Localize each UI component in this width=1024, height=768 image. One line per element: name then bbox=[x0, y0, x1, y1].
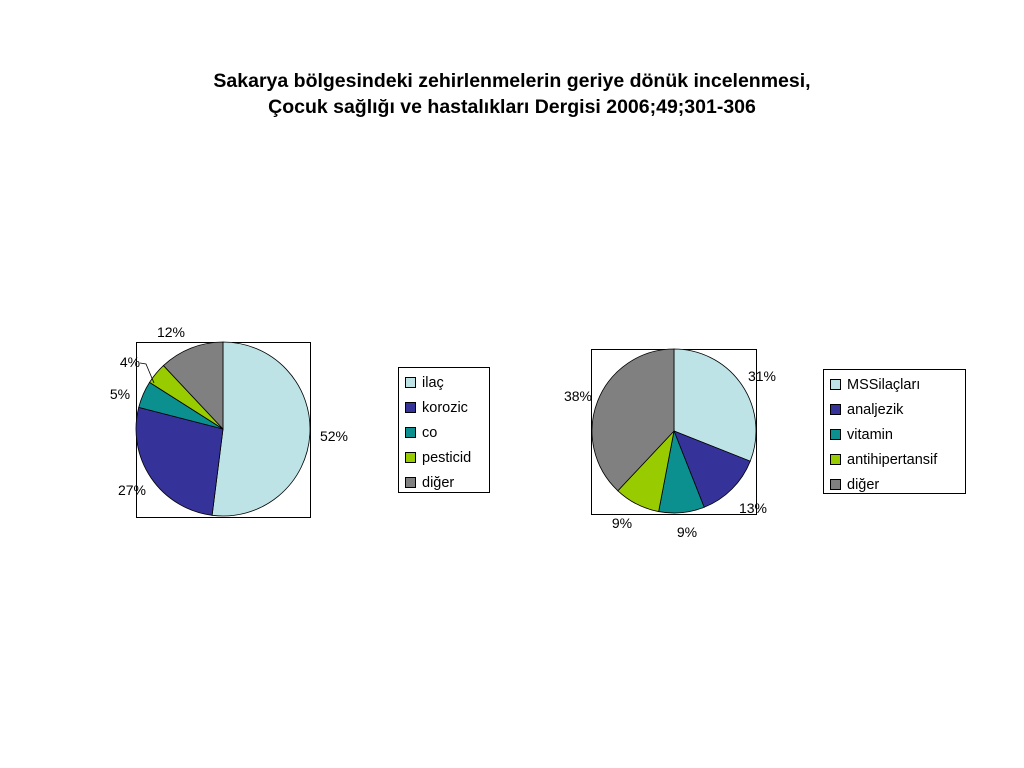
legend-1-label-3: co bbox=[422, 424, 438, 441]
pie-2-data-label-2: 13% bbox=[738, 500, 768, 516]
pie-2-data-label-5: 38% bbox=[563, 388, 593, 404]
legend-1-label-4: pesticid bbox=[422, 449, 472, 466]
legend-2-item-1 bbox=[830, 372, 957, 397]
legend-1-label-5: diğer bbox=[422, 474, 455, 491]
pie-1-data-label-4: 4% bbox=[119, 354, 141, 370]
legend-2-swatch-1 bbox=[830, 379, 841, 390]
legend-2-label-5: diğer bbox=[847, 476, 880, 493]
legend-2-swatch-5 bbox=[830, 479, 841, 490]
pie-1-data-label-5: 12% bbox=[156, 324, 186, 340]
legend-2-swatch-2 bbox=[830, 404, 841, 415]
pie-1-data-label-3: 5% bbox=[109, 386, 131, 402]
legend-2-item-4 bbox=[830, 447, 957, 472]
pie-2-data-label-4: 9% bbox=[611, 515, 633, 531]
legend-1-label-2: korozic bbox=[422, 399, 468, 416]
legend-1-label-1: ilaç bbox=[422, 374, 444, 391]
legend-2-label-2: analjezik bbox=[847, 401, 904, 418]
pie-1-data-label-1: 52% bbox=[319, 428, 349, 444]
pie-1-data-label-2: 27% bbox=[117, 482, 147, 498]
pie-2-data-label-3: 9% bbox=[676, 524, 698, 540]
legend-2-swatch-3 bbox=[830, 429, 841, 440]
legend-2-swatch-4 bbox=[830, 454, 841, 465]
legend-2-item-5 bbox=[830, 472, 957, 497]
legend-2-item-3 bbox=[830, 422, 957, 447]
pie-2-data-label-1: 31% bbox=[747, 368, 777, 384]
legend-2 bbox=[823, 369, 966, 494]
legend-2-item-2 bbox=[830, 397, 957, 422]
legend-2-label-4: antihipertansif bbox=[847, 451, 938, 468]
title-line-1: Sakarya bölgesindeki zehirlenmelerin geriye dönük incelenmesi, bbox=[213, 70, 811, 92]
legend-2-label-1: MSSilaçları bbox=[847, 376, 921, 393]
title-line-2: Çocuk sağlığı ve hastalıkları Dergisi 2006;49;301-306 bbox=[268, 96, 756, 118]
legend-2-label-3: vitamin bbox=[847, 426, 893, 443]
